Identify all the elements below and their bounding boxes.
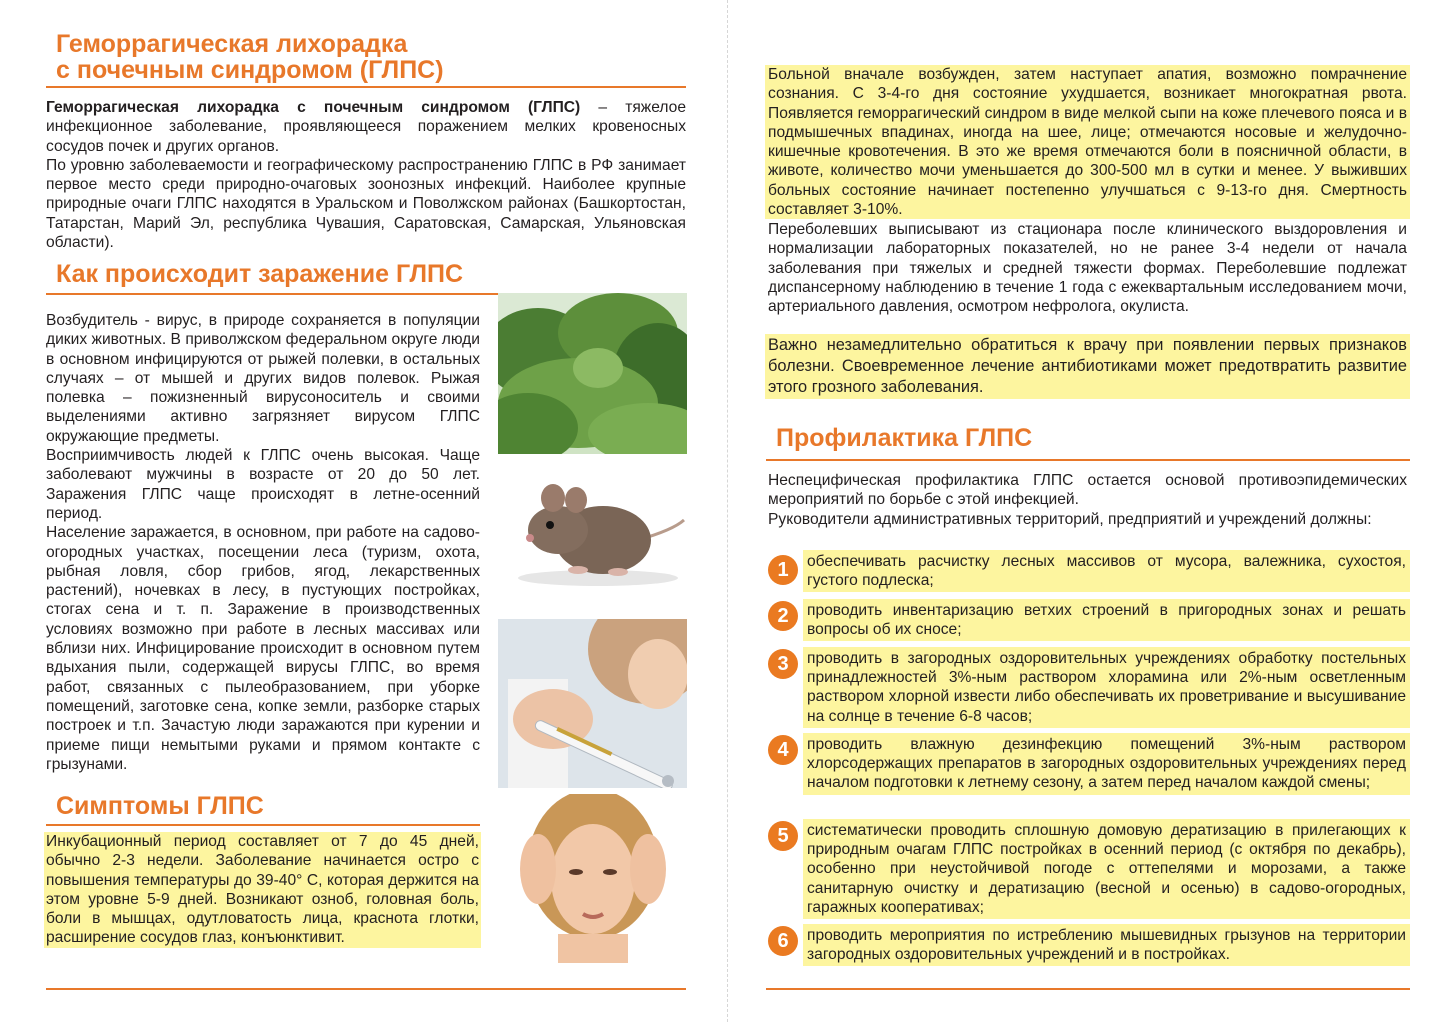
item-number-5: 5 [768,821,798,851]
left-bottom-rule [46,988,686,990]
prevention-item-4: проводить влажную дезинфекцию помещений 3%-ным раствором хлорсодержащих препаратов в загородных оздоровительных учреждениях перед началом подготовки к летнему сезону, а затем перед началом каждой смены; [803,733,1410,795]
prevention-item-5: систематически проводить сплошную домовую дератизацию в прилегающих к природным очагам ГЛПС постройках в осенний период (с октября по декабрь), особенно при неустойчивой погоде с оттепелями и морозами, а также санитарную очистку и дератизацию (весной и осенью) в садово-огородных, гаражных кооперативах; [803,819,1410,919]
infection-title: Как происходит заражение ГЛПС [56,260,464,288]
item-number-3: 3 [768,649,798,679]
item-number-6: 6 [768,926,798,956]
intro-text [46,98,686,252]
intro-paragraph-2: По уровню заболеваемости и географическому распространению ГЛПС в РФ занимает первое место среди природно-очаговых зоонозных инфекций. Наиболее крупные природные очаги ГЛПС находятся в Уральском и Поволжском районах (Башкортостан, Татарстан, Марий Эл, республика Чувашия, Саратовская, Самарская, Ульяновская области). [46,156,686,252]
infection-text [46,311,480,774]
forest-image [498,293,687,454]
item-number-2: 2 [768,601,798,631]
mouse-photo [498,470,687,592]
intro-paragraph [46,98,686,156]
prevention-item-1: обеспечивать расчистку лесных массивов от мусора, валежника, сухостоя, густого подлеска; [803,550,1410,592]
intro-term: Геморрагическая лихорадка с почечным синдромом (ГЛПС) [46,99,581,116]
symptoms-text [44,832,481,948]
discharge-paragraph: Переболевших выписывают из стационара после клинического выздоровления и нормализации лабораторных показателей, но не ранее 3-4 недели от начала заболевания при тяжелых и средней тяжести формах. Переболевшие подлежат диспансерному наблюдению в течение 1 года с ежеквартальным исследованием мочи, артериального давления, осмотром нефролога, окулиста. [768,221,1407,316]
intro-definition: – тяжелое инфекционное заболевание, проявляющееся поражением мелких кровеносных сосудов почек и других органов. [46,99,686,155]
important-notice [765,334,1410,399]
symptoms-title: Симптомы ГЛПС [56,792,264,820]
prevention-rule [766,459,1410,461]
prevention-title: Профилактика ГЛПС [776,424,1033,452]
right-bottom-rule [766,988,1410,990]
thermometer-image [498,619,687,788]
item-number-1: 1 [768,555,798,585]
symptoms-continued-paragraph: Больной вначале возбужден, затем наступает апатия, возможно помрачнение сознания. С 3-4-го дня состояние ухудшается, возникает многократная рвота. Появляется геморрагический синдром в виде мелкой сыпи на коже плечевого пояса и в подмышечных впадинах, иногда на шее, лице; отмечаются носовые и желудочно-кишечные кровотечения. В это же время отмечаются боли в поясничной области, в животе, количество мочи уменьшается до 300-500 мл в сутки и менее. У выживших больных состояние начинает постепенно улучшаться с 9-13-го дня. Смертность составляет 3-10%. [768,66,1407,219]
mouse-image [498,470,687,592]
thermometer-photo [498,619,687,788]
prevention-paragraph-2: Руководители административных территорий, предприятий и учреждений должны: [768,510,1372,528]
symptoms-rule [46,824,480,826]
forest-photo [498,293,687,454]
symptoms-continued [765,65,1410,219]
infection-paragraph-2: Восприимчивость людей к ГЛПС очень высокая. Чаще заболевают мужчины в возрасте от 20 до 50 лет. Заражения ГЛПС чаще происходят в летне-осенний период. [46,447,480,522]
main-title [56,32,444,83]
headache-photo [498,794,687,963]
headache-image [498,794,687,963]
discharge-text [768,220,1407,316]
page-fold [727,0,728,1022]
prevention-item-6: проводить мероприятия по истреблению мышевидных грызунов на территории загородных оздоровительных учреждений и в постройках. [803,924,1410,966]
title-rule [46,86,686,88]
item-number-4: 4 [768,735,798,765]
symptoms-paragraph: Инкубационный период составляет от 7 до 45 дней, обычно 2-3 недели. Заболевание начинается остро с повышения температуры до 39-40° С, которая держится на этом уровне 5-9 дней. Возникают озноб, головная боль, боли в мышцах, одутловатость лица, краснота глотки, расширение сосудов глаз, конъюнктивит. [46,833,479,947]
main-title-line2: с почечным синдромом (ГЛПС) [56,55,444,84]
infection-paragraph-3: Население заражается, в основном, при работе на садово-огородных участках, посещении леса (туризм, охота, рыбная ловля, сбор грибов, ягод, лекарственных растений), ночевках в лесу, в пустующих постройках, стогах сена и т. п. Заражение в производственных условиях возможно при работе в лесных массивах или вблизи них. Инфицирование происходит в основном путем вдыхания пыли, содержащей вирусы ГЛПС, во время работ, связанных с пылеобразованием, при уборке помещений, заготовке сена, копке земли, разборке старых построек и т.п. Зачастую люди заражаются при курении и приеме пищи немытыми руками и прямом контакте с грызунами. [46,524,480,773]
main-title-line1: Геморрагическая лихорадка [56,30,408,58]
important-paragraph: Важно незамедлительно обратиться к врачу при появлении первых признаков болезни. Своевременное лечение антибиотиками может предотвратить развитие этого грозного заболевания. [768,336,1407,396]
prevention-paragraph-1: Неспецифическая профилактика ГЛПС остается основой противоэпидемических мероприятий по борьбе с этой инфекцией. [768,472,1407,509]
prevention-text [768,471,1407,529]
prevention-item-3: проводить в загородных оздоровительных учреждениях обработку постельных принадлежностей 3%-ным раствором хлорамина или 2%-ным осветленным раствором хлорной извести либо обеспечивать их проветривание и высушивание на солнце в течение 6-8 часов; [803,647,1410,728]
prevention-item-2: проводить инвентаризацию ветхих строений в пригородных зонах и решать вопросы об их сносе; [803,599,1410,641]
infection-paragraph-1: Возбудитель - вирус, в природе сохраняется в популяции диких животных. В приволжском федеральном округе люди в основном инфицируются от рыжей полевки, в остальных случаях – от мышей и других видов полевок. Рыжая полевка – пожизненный вирусоноситель и своими выделениями активно загрязняет вирусом ГЛПС окружающие предметы. [46,312,480,445]
